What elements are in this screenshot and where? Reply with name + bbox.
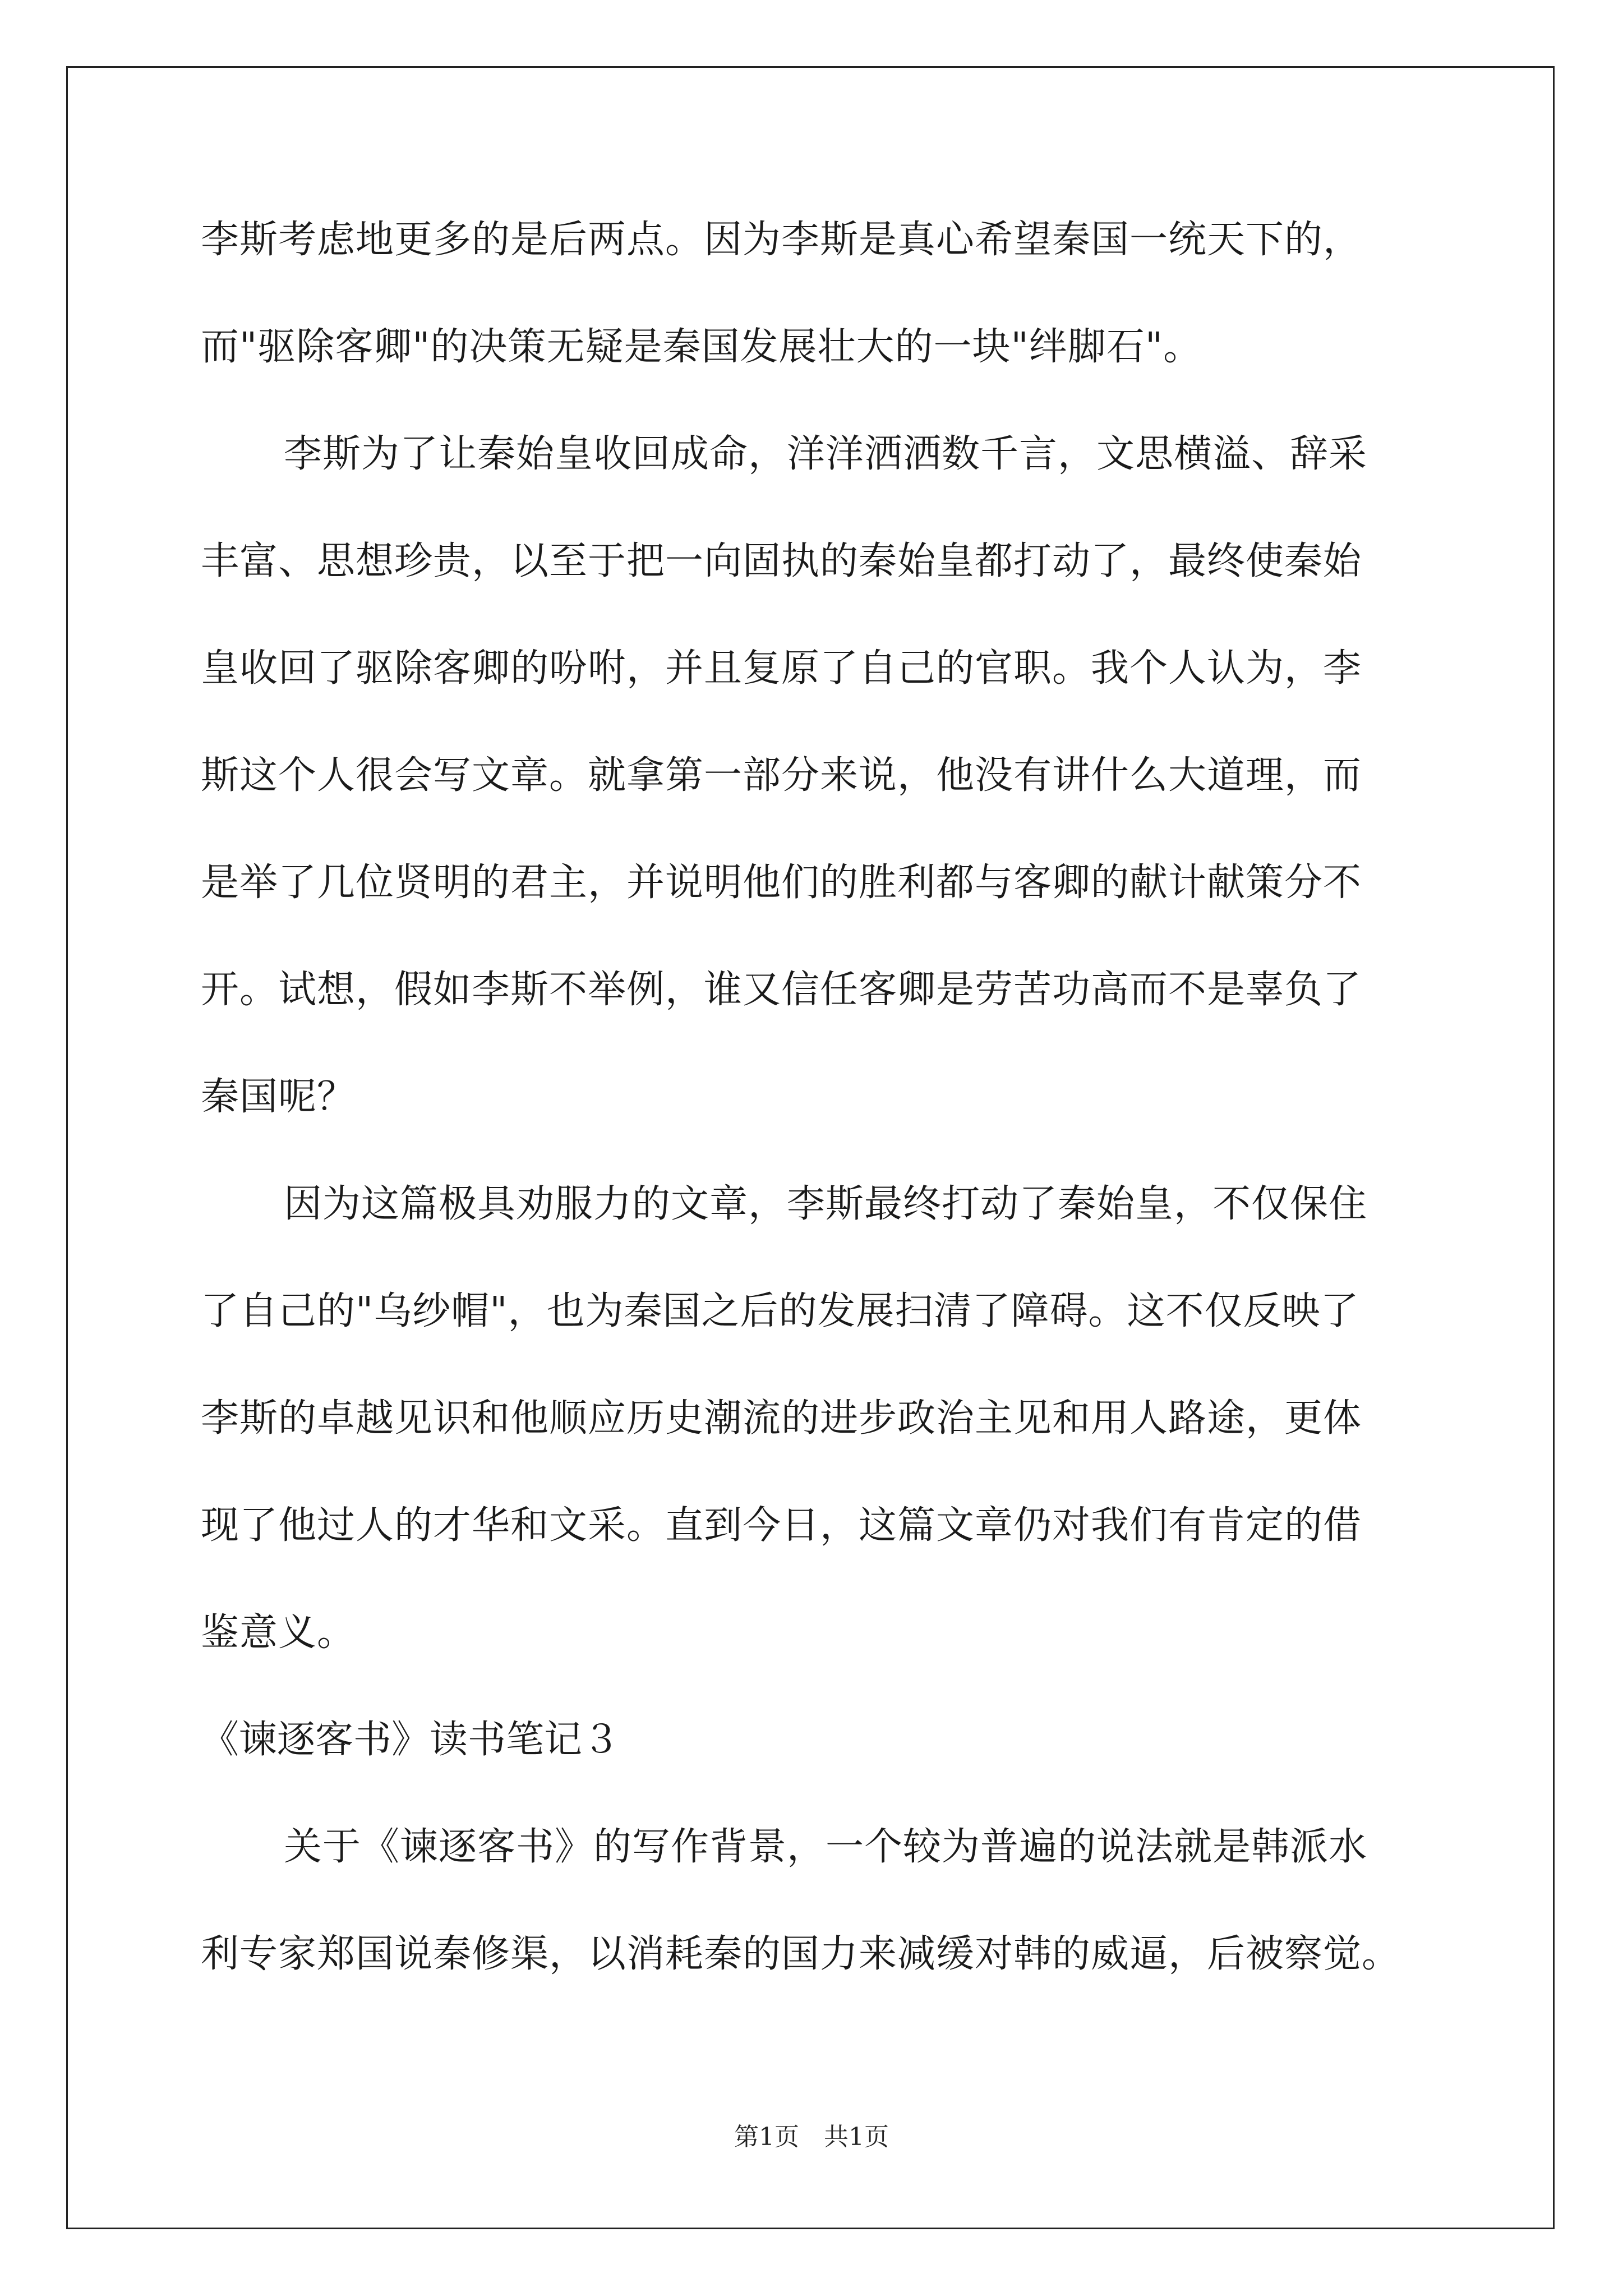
text-line: 李斯的卓越见识和他顺应历史潮流的进步政治主见和用人路途，更体	[201, 1396, 1362, 1441]
text-line: 斯这个人很会写文章。就拿第一部分来说，他没有讲什么大道理，而	[201, 753, 1362, 798]
paragraph-3	[201, 1177, 1423, 1659]
text-line: 现了他过人的才华和文采。直到今日，这篇文章仍对我们有肯定的借	[201, 1503, 1362, 1548]
page-footer	[0, 2122, 1623, 2153]
text-line: 而"驱除客卿"的决策无疑是秦国发展壮大的一块"绊脚石"。	[201, 325, 1202, 369]
paragraph-4	[201, 1820, 1423, 1981]
text-line: 秦国呢？	[201, 1075, 356, 1119]
paragraph-1	[201, 213, 1423, 374]
text-line: 利专家郑国说秦修渠，以消耗秦的国力来减缓对韩的威逼，后被察觉。	[201, 1932, 1401, 1976]
text-line: 皇收回了驱除客卿的吩咐，并且复原了自己的官职。我个人认为，李	[201, 646, 1362, 691]
text-line: 李斯为了让秦始皇收回成命，洋洋洒洒数千言，文思横溢、辞采	[284, 432, 1368, 476]
text-line: 李斯考虑地更多的是后两点。因为李斯是真心希望秦国一统天下的，	[201, 218, 1362, 262]
text-line: 因为这篇极具劝服力的文章，李斯最终打动了秦始皇，不仅保住	[284, 1182, 1368, 1226]
text-line: 丰富、思想珍贵，以至于把一向固执的秦始皇都打动了，最终使秦始	[201, 539, 1362, 583]
text-line: 是举了几位贤明的君主，并说明他们的胜利都与客卿的献计献策分不	[201, 861, 1362, 905]
text-line: 鉴意义。	[201, 1611, 356, 1655]
section-heading: 《谏逐客书》读书笔记３	[201, 1718, 621, 1762]
document-body	[201, 213, 1423, 2035]
paragraph-2	[201, 427, 1423, 1124]
page-total: 共1页	[824, 2123, 889, 2151]
text-line: 了自己的"乌纱帽"，也为秦国之后的发展扫清了障碍。这不仅反映了	[201, 1289, 1359, 1333]
text-line: 开。试想，假如李斯不举例，谁又信任客卿是劳苦功高而不是辜负了	[201, 968, 1362, 1012]
page-number: 第1页	[734, 2123, 799, 2151]
text-line: 关于《谏逐客书》的写作背景，一个较为普遍的说法就是韩派水	[284, 1825, 1368, 1869]
